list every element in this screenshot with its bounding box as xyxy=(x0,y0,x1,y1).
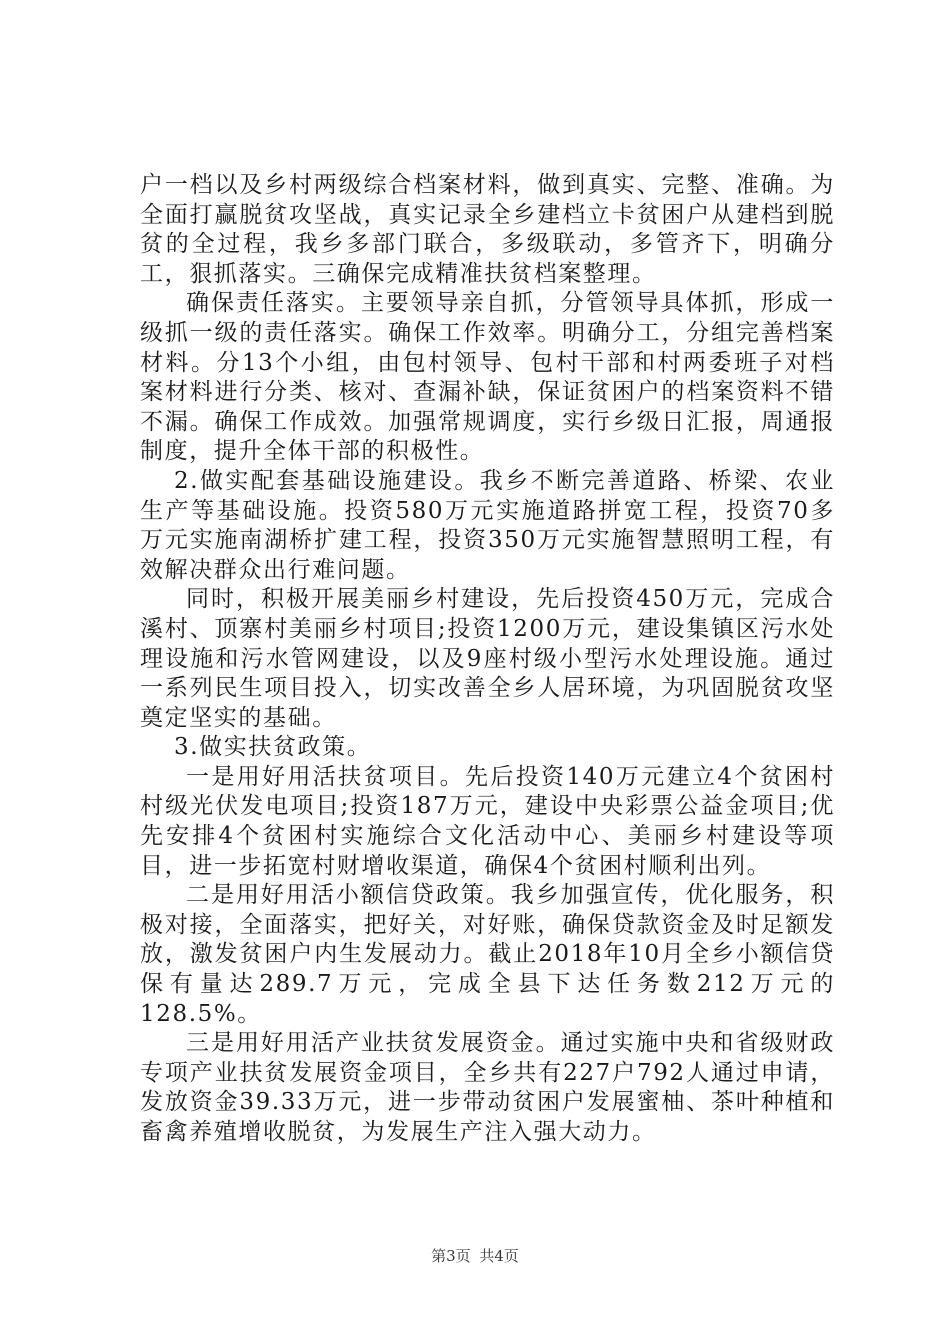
page-number: 第3页 xyxy=(431,1247,471,1265)
paragraph-infrastructure: 2.做实配套基础设施建设。我乡不断完善道路、桥梁、农业生产等基础设施。投资580万元实施道路拼宽工程，投资70多万元实施南湖桥扩建工程，投资350万元实施智慧照明工程，有效解决群众出行难问题。 xyxy=(140,467,835,583)
paragraph-continuation: 户一档以及乡村两级综合档案材料，做到真实、完整、准确。为全面打赢脱贫攻坚战，真实记录全乡建档立卡贫困户从建档到脱贫的全过程，我乡多部门联合，多级联动，多管齐下，明确分工，狠抓落实。三确保完成精准扶贫档案整理。 xyxy=(140,172,835,287)
document-body xyxy=(140,171,835,1148)
page-footer xyxy=(0,1245,950,1266)
paragraph-poverty-projects: 一是用好用活扶贫项目。先后投资140万元建立4个贫困村村级光伏发电项目;投资187万元，建设中央彩票公益金项目;优先安排4个贫困村实施综合文化活动中心、美丽乡村建设等项目，进一步拓宽村财增收渠道，确保4个贫困村顺利出列。 xyxy=(140,763,835,879)
paragraph-responsibility: 确保责任落实。主要领导亲自抓，分管领导具体抓，形成一级抓一级的责任落实。确保工作效率。明确分工，分组完善档案材料。分13个小组，由包村领导、包村干部和村两委班子对档案材料进行分类、核对、查漏补缺，保证贫困户的档案资料不错不漏。确保工作成效。加强常规调度，实行乡级日汇报，周通报制度，提升全体干部的积极性。 xyxy=(140,290,835,465)
paragraph-beautiful-village: 同时，积极开展美丽乡村建设，先后投资450万元，完成合溪村、顶寨村美丽乡村项目;投资1200万元，建设集镇区污水处理设施和污水管网建设，以及9座村级小型污水处理设施。通过一系列民生项目投入，切实改善全乡人居环境，为巩固脱贫攻坚奠定坚实的基础。 xyxy=(140,586,835,731)
paragraph-microcredit: 二是用好用活小额信贷政策。我乡加强宣传，优化服务，积极对接，全面落实，把好关，对好账，确保贷款资金及时足额发放，激发贫困户内生发展动力。截止2018年10月全乡小额信贷保有量达289.7万元，完成全县下达任务数212万元的128.5%。 xyxy=(140,882,835,1027)
section-heading-policy: 3.做实扶贫政策。 xyxy=(174,734,372,761)
page-total: 共4页 xyxy=(479,1247,519,1265)
paragraph-industry-funds: 三是用好用活产业扶贫发展资金。通过实施中央和省级财政专项产业扶贫发展资金项目，全乡共有227户792人通过申请，发放资金39.33万元，进一步带动贫困户发展蜜柚、茶叶种植和畜禽养殖增收脱贫，为发展生产注入强大动力。 xyxy=(140,1030,835,1145)
